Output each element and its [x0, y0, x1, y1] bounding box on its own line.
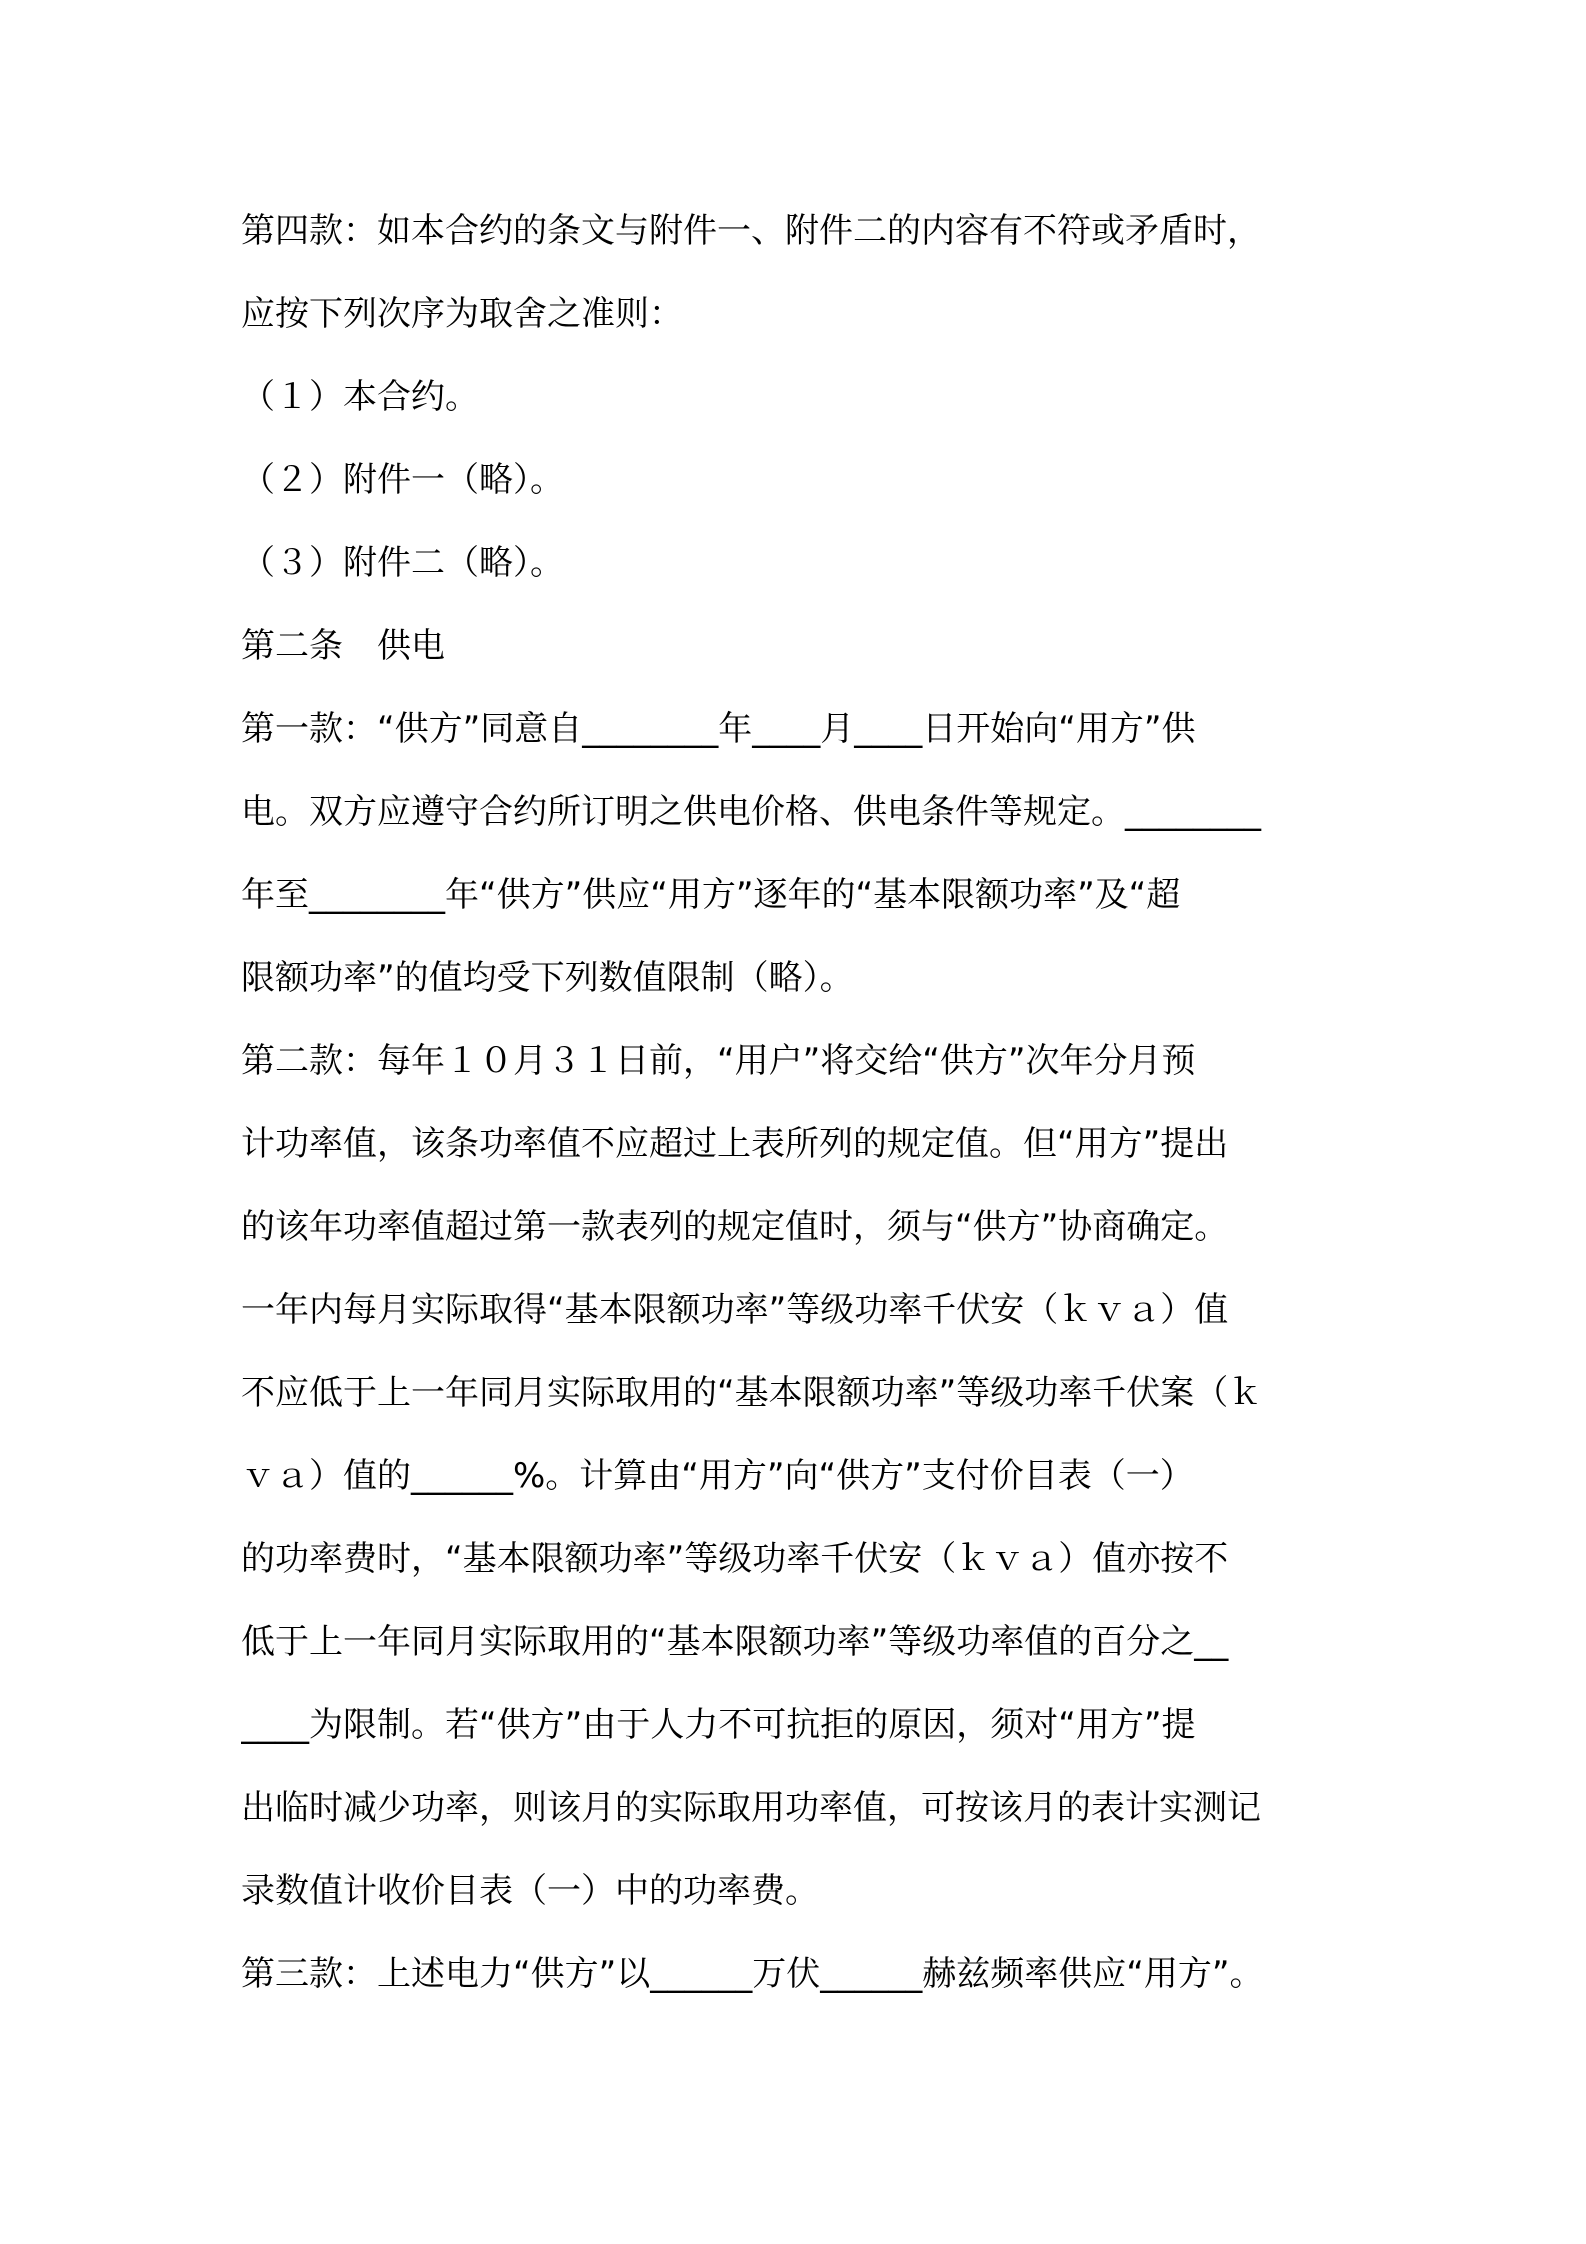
- text-line: 低于上一年同月实际取用的“基本限额功率”等级功率值的百分之__: [241, 1622, 1229, 1662]
- text-line: 第一款：“供方”同意自________年____月____日开始向“用方”供: [241, 709, 1196, 749]
- text-line: 电。双方应遵守合约所订明之供电价格、供电条件等规定。________: [241, 792, 1261, 832]
- text-line: 录数值计收价目表（一）中的功率费。: [241, 1871, 819, 1911]
- text-line: 第三款：上述电力“供方”以______万伏______赫兹频率供应“用方”。: [241, 1954, 1264, 1994]
- text-line: 计功率值，该条功率值不应超过上表所列的规定值。但“用方”提出: [241, 1124, 1229, 1164]
- text-line: 限额功率”的值均受下列数值限制（略）。: [241, 958, 854, 998]
- text-line: ____为限制。若“供方”由于人力不可抗拒的原因，须对“用方”提: [241, 1705, 1196, 1745]
- text-line: 的该年功率值超过第一款表列的规定值时，须与“供方”协商确定。: [241, 1207, 1229, 1247]
- text-line: 应按下列次序为取舍之准则：: [241, 294, 683, 334]
- text-line: 第四款：如本合约的条文与附件一、附件二的内容有不符或矛盾时，: [241, 211, 1261, 251]
- text-line: （３）附件二（略）。: [241, 543, 564, 583]
- text-line: （１）本合约。: [241, 377, 479, 417]
- text-line: 出临时减少功率，则该月的实际取用功率值，可按该月的表计实测记: [241, 1788, 1261, 1828]
- text-line: （２）附件一（略）。: [241, 460, 564, 500]
- text-line: ｖａ）值的______%。计算由“用方”向“供方”支付价目表（一）: [241, 1456, 1194, 1496]
- text-line: 的功率费时，“基本限额功率”等级功率千伏安（ｋｖａ）值亦按不: [241, 1539, 1229, 1579]
- section-heading: 第二条 供电: [241, 626, 445, 666]
- text-line: 第二款：每年１０月３１日前，“用户”将交给“供方”次年分月预: [241, 1041, 1196, 1081]
- text-line: 一年内每月实际取得“基本限额功率”等级功率千伏安（ｋｖａ）值: [241, 1290, 1229, 1330]
- text-line: 不应低于上一年同月实际取用的“基本限额功率”等级功率千伏案（ｋ: [241, 1373, 1263, 1413]
- text-line: 年至________年“供方”供应“用方”逐年的“基本限额功率”及“超: [241, 875, 1181, 915]
